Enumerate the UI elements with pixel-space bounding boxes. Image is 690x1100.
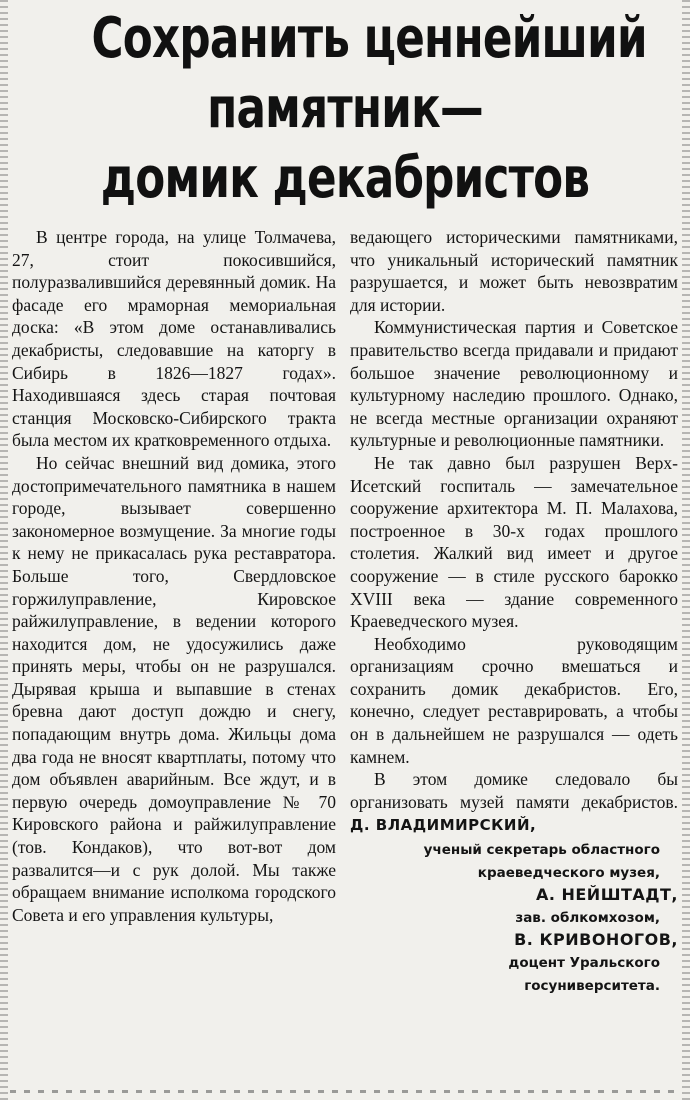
paragraph: В центре города, на улице Толмачева, 27, стоит покосившийся, полуразвалившийся деревянный домик. На фасаде его мраморная мемориальная доска: «В этом доме останавливались декабристы, следовавшие на каторгу в Сибирь в 1826—1827 годах». Находившаяся здесь старая почтовая станция Московско-Сибирского тракта была местом их кратковременного отдыха. [12, 227, 336, 451]
paragraph: Необходимо руководящим организациям срочно вмешаться и сохранить домик декабристов. Его, конечно, следует реставрировать, а чтобы он в дальнейшем не разрушался — одеть камнем. [350, 633, 678, 767]
left-column [12, 226, 336, 926]
paragraph: Но сейчас внешний вид домика, этого достопримечательного памятника в нашем городе, вызывает совершенно закономерное возмущение. За многие годы к нему не прикасалась рука реставратора. Больше того, Свердловское горжилуправление, Кировское райжилуправление, в ведении которого находится дом, не удосужились даже принять меры, чтобы он не разрушался. Дырявая крыша и выпавшие в стенах бревна дают доступ дождю и снегу, попадающим внутрь дома. Жильцы дома два года не вносят квартплаты, потому что дом объявлен аварийным. Все ждут, и в первую очередь домоуправление № 70 Кировского района и райжилуправление (тов. Кондаков), что вот-вот дом развалится—и с рук долой. Мы также обращаем внимание исполкома городского Совета и его управления культуры, [12, 452, 336, 925]
article-headline [91, 4, 647, 214]
paragraph-continued: ведающего историческими памятниками, что уникальный исторический памятник разрушается, и может быть невозвратим для истории. [350, 227, 678, 315]
headline-line-3: домик декабристов [100, 146, 590, 211]
paragraph: Не так давно был разрушен Верх-Исетский госпиталь — замечательное сооружение архитектора М. П. Малахова, построенное в 30-х годах прошлого столетия. Жалкий вид имеет и другое сооружение — в стиле русского барокко XVIII века — здание современного Краеведческого музея. [350, 452, 678, 632]
bottom-border [10, 1090, 680, 1093]
signature-block [350, 839, 678, 997]
signer-name-3: В. КРИВОНОГОВ, [514, 930, 678, 950]
torn-edge-right [682, 0, 690, 1100]
right-column [350, 226, 678, 997]
signer-name-1: Д. ВЛАДИМИРСКИЙ, [350, 816, 537, 835]
signer-name-2: А. НЕЙШТАДТ, [535, 885, 678, 905]
closing-paragraph [350, 768, 678, 837]
signer-title-1b: краеведческого музея, [477, 864, 660, 881]
headline-line-2: памятник— [207, 76, 483, 141]
signer-title-2: зав. облкомхозом, [515, 909, 660, 926]
torn-edge-left [0, 0, 8, 1100]
paragraph: Коммунистическая партия и Советское правительство всегда придавали и придают большое значение революционному и культурному наследию прошлого. Однако, не всегда местные организации охраняют культурные и революционные памятники. [350, 317, 678, 451]
signer-title-1a: ученый секретарь областного [423, 842, 660, 859]
closing-text: В этом домике следовало бы организовать музей памяти декабристов. [350, 769, 678, 812]
signer-title-3b: госуниверситета. [524, 977, 660, 994]
signer-title-3a: доцент Уральского [508, 955, 660, 971]
headline-line-1: Сохранить ценнейший [91, 6, 647, 71]
